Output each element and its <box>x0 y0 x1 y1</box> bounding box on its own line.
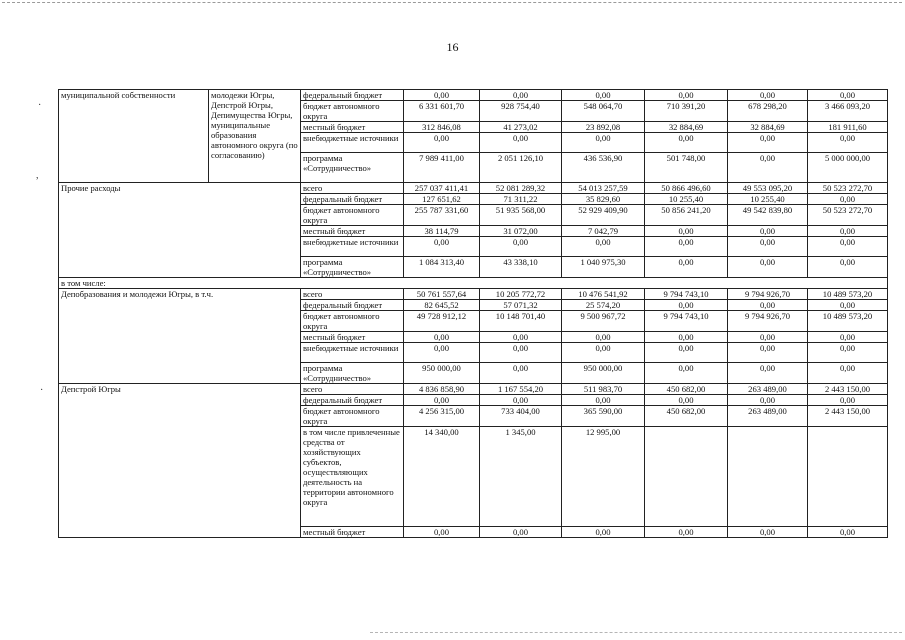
value-cell: 678 298,20 <box>728 101 808 122</box>
value-cell: 50 856 241,20 <box>645 205 728 226</box>
value-cell: 0,00 <box>404 395 480 406</box>
value-cell: 0,00 <box>562 395 645 406</box>
value-cell: 436 536,90 <box>562 153 645 183</box>
value-cell: 0,00 <box>645 257 728 278</box>
value-cell: 0,00 <box>645 343 728 363</box>
value-cell: 263 489,00 <box>728 406 808 427</box>
value-cell: 0,00 <box>404 343 480 363</box>
source-cell: программа «Сотрудничество» <box>301 153 404 183</box>
value-cell: 6 331 601,70 <box>404 101 480 122</box>
value-cell: 0,00 <box>728 237 808 257</box>
value-cell: 263 489,00 <box>728 384 808 395</box>
value-cell: 9 794 743,10 <box>645 289 728 300</box>
value-cell: 3 466 093,20 <box>808 101 888 122</box>
value-cell: 54 013 257,59 <box>562 183 645 194</box>
value-cell: 548 064,70 <box>562 101 645 122</box>
value-cell: 450 682,00 <box>645 384 728 395</box>
value-cell: 2 443 150,00 <box>808 406 888 427</box>
value-cell: 49 542 839,80 <box>728 205 808 226</box>
value-cell: 0,00 <box>480 332 562 343</box>
value-cell: 2 051 126,10 <box>480 153 562 183</box>
value-cell: 0,00 <box>808 300 888 311</box>
value-cell: 0,00 <box>808 257 888 278</box>
scan-speck: · <box>40 385 44 396</box>
value-cell: 0,00 <box>562 343 645 363</box>
source-cell: всего <box>301 384 404 395</box>
value-cell: 0,00 <box>808 226 888 237</box>
value-cell: 23 892,08 <box>562 122 645 133</box>
org-cell: Депстрой Югры <box>59 384 301 538</box>
value-cell: 0,00 <box>480 237 562 257</box>
value-cell: 0,00 <box>404 90 480 101</box>
value-cell: 4 836 858,90 <box>404 384 480 395</box>
value-cell: 51 935 568,00 <box>480 205 562 226</box>
source-cell: местный бюджет <box>301 226 404 237</box>
value-cell: 0,00 <box>728 300 808 311</box>
source-cell: федеральный бюджет <box>301 300 404 311</box>
value-cell: 0,00 <box>728 257 808 278</box>
value-cell: 511 983,70 <box>562 384 645 395</box>
value-cell: 50 523 272,70 <box>808 183 888 194</box>
value-cell: 0,00 <box>480 90 562 101</box>
value-cell: 4 256 315,00 <box>404 406 480 427</box>
value-cell: 257 037 411,41 <box>404 183 480 194</box>
value-cell: 52 081 289,32 <box>480 183 562 194</box>
table-row <box>59 278 888 289</box>
value-cell: 928 754,40 <box>480 101 562 122</box>
value-cell: 50 523 272,70 <box>808 205 888 226</box>
value-cell: 38 114,79 <box>404 226 480 237</box>
value-cell: 1 084 313,40 <box>404 257 480 278</box>
value-cell: 7 042,79 <box>562 226 645 237</box>
table-row <box>59 384 888 395</box>
value-cell: 710 391,20 <box>645 101 728 122</box>
value-cell: 35 829,60 <box>562 194 645 205</box>
scan-speck: , <box>36 170 39 181</box>
table-row <box>59 289 888 300</box>
value-cell: 43 338,10 <box>480 257 562 278</box>
source-cell: федеральный бюджет <box>301 194 404 205</box>
table-row <box>59 183 888 194</box>
value-cell <box>728 427 808 527</box>
value-cell: 0,00 <box>645 133 728 153</box>
budget-table <box>58 89 888 538</box>
value-cell: 0,00 <box>404 237 480 257</box>
value-cell: 0,00 <box>645 300 728 311</box>
value-cell: 0,00 <box>728 395 808 406</box>
value-cell: 733 404,00 <box>480 406 562 427</box>
source-cell: внебюджетные источники <box>301 237 404 257</box>
value-cell <box>808 427 888 527</box>
value-cell <box>645 427 728 527</box>
value-cell: 501 748,00 <box>645 153 728 183</box>
org-cell: Депобразования и молодежи Югры, в т.ч. <box>59 289 301 384</box>
value-cell: 9 794 743,10 <box>645 311 728 332</box>
source-cell: местный бюджет <box>301 332 404 343</box>
value-cell: 10 255,40 <box>645 194 728 205</box>
value-cell: 31 072,00 <box>480 226 562 237</box>
value-cell: 0,00 <box>728 527 808 538</box>
value-cell: 0,00 <box>808 343 888 363</box>
value-cell: 10 489 573,20 <box>808 311 888 332</box>
value-cell: 0,00 <box>480 395 562 406</box>
value-cell: 0,00 <box>808 90 888 101</box>
source-cell: местный бюджет <box>301 122 404 133</box>
value-cell: 50 866 496,60 <box>645 183 728 194</box>
value-cell: 14 340,00 <box>404 427 480 527</box>
value-cell: 0,00 <box>808 237 888 257</box>
value-cell: 10 255,40 <box>728 194 808 205</box>
value-cell: 0,00 <box>728 226 808 237</box>
value-cell: 82 645,52 <box>404 300 480 311</box>
value-cell: 50 761 557,64 <box>404 289 480 300</box>
value-cell: 10 489 573,20 <box>808 289 888 300</box>
value-cell: 49 728 912,12 <box>404 311 480 332</box>
value-cell: 1 040 975,30 <box>562 257 645 278</box>
value-cell: 57 071,32 <box>480 300 562 311</box>
value-cell: 950 000,00 <box>404 363 480 384</box>
source-cell: программа «Сотрудничество» <box>301 363 404 384</box>
value-cell: 450 682,00 <box>645 406 728 427</box>
value-cell: 0,00 <box>728 153 808 183</box>
value-cell: 0,00 <box>562 133 645 153</box>
value-cell: 5 000 000,00 <box>808 153 888 183</box>
value-cell: 0,00 <box>808 363 888 384</box>
table-row <box>59 90 888 101</box>
value-cell: 49 553 095,20 <box>728 183 808 194</box>
value-cell: 9 794 926,70 <box>728 311 808 332</box>
value-cell: 0,00 <box>645 226 728 237</box>
value-cell: 181 911,60 <box>808 122 888 133</box>
value-cell: 0,00 <box>728 332 808 343</box>
scan-speck: · <box>38 100 42 111</box>
value-cell: 12 995,00 <box>562 427 645 527</box>
source-cell: всего <box>301 183 404 194</box>
value-cell: 0,00 <box>728 133 808 153</box>
value-cell: 9 794 926,70 <box>728 289 808 300</box>
source-cell: бюджет автономного округа <box>301 205 404 226</box>
value-cell: 0,00 <box>480 527 562 538</box>
org-cell: Прочие расходы <box>59 183 301 278</box>
source-cell: бюджет автономного округа <box>301 406 404 427</box>
value-cell: 0,00 <box>645 527 728 538</box>
source-cell: местный бюджет <box>301 527 404 538</box>
scan-top-edge <box>2 2 902 3</box>
value-cell: 32 884,69 <box>728 122 808 133</box>
value-cell: 0,00 <box>645 90 728 101</box>
org-cell: муниципальной собственности <box>59 90 209 183</box>
including-label: в том числе: <box>59 278 888 289</box>
value-cell: 0,00 <box>808 133 888 153</box>
value-cell: 10 148 701,40 <box>480 311 562 332</box>
source-cell: внебюджетные источники <box>301 343 404 363</box>
value-cell: 71 311,22 <box>480 194 562 205</box>
value-cell: 0,00 <box>808 332 888 343</box>
value-cell: 52 929 409,90 <box>562 205 645 226</box>
value-cell: 0,00 <box>480 343 562 363</box>
value-cell: 1 167 554,20 <box>480 384 562 395</box>
value-cell: 0,00 <box>562 237 645 257</box>
source-cell: внебюджетные источники <box>301 133 404 153</box>
source-cell: федеральный бюджет <box>301 395 404 406</box>
value-cell: 0,00 <box>404 332 480 343</box>
value-cell: 0,00 <box>480 363 562 384</box>
source-cell: программа «Сотрудничество» <box>301 257 404 278</box>
value-cell: 41 273,02 <box>480 122 562 133</box>
value-cell: 0,00 <box>562 90 645 101</box>
value-cell: 7 989 411,00 <box>404 153 480 183</box>
value-cell: 0,00 <box>728 363 808 384</box>
value-cell: 365 590,00 <box>562 406 645 427</box>
page-number: 16 <box>446 40 459 54</box>
value-cell: 950 000,00 <box>562 363 645 384</box>
value-cell: 0,00 <box>562 527 645 538</box>
value-cell: 0,00 <box>645 237 728 257</box>
value-cell: 2 443 150,00 <box>808 384 888 395</box>
source-cell: бюджет автономного округа <box>301 101 404 122</box>
value-cell: 0,00 <box>404 133 480 153</box>
value-cell: 0,00 <box>645 395 728 406</box>
value-cell: 10 205 772,72 <box>480 289 562 300</box>
scan-bottom-edge <box>370 632 902 633</box>
value-cell: 0,00 <box>645 363 728 384</box>
source-cell: бюджет автономного округа <box>301 311 404 332</box>
value-cell: 10 476 541,92 <box>562 289 645 300</box>
value-cell: 1 345,00 <box>480 427 562 527</box>
value-cell: 0,00 <box>562 332 645 343</box>
value-cell: 0,00 <box>808 194 888 205</box>
value-cell: 127 651,62 <box>404 194 480 205</box>
value-cell: 0,00 <box>645 332 728 343</box>
value-cell: 255 787 331,60 <box>404 205 480 226</box>
value-cell: 312 846,08 <box>404 122 480 133</box>
value-cell: 0,00 <box>728 90 808 101</box>
value-cell: 0,00 <box>808 527 888 538</box>
source-cell: федеральный бюджет <box>301 90 404 101</box>
executor-cell: молодежи Югры, Депстрой Югры, Депимущества Югры, муниципальные образования автономного округа (по согласованию) <box>209 90 301 183</box>
value-cell: 0,00 <box>728 343 808 363</box>
value-cell: 0,00 <box>404 527 480 538</box>
source-cell: в том числе привлеченные средства от хозяйствующих субъектов, осуществляющих деятельность на территории автономного округа <box>301 427 404 527</box>
value-cell: 25 574,20 <box>562 300 645 311</box>
value-cell: 9 500 967,72 <box>562 311 645 332</box>
value-cell: 0,00 <box>808 395 888 406</box>
value-cell: 32 884,69 <box>645 122 728 133</box>
source-cell: всего <box>301 289 404 300</box>
value-cell: 0,00 <box>480 133 562 153</box>
